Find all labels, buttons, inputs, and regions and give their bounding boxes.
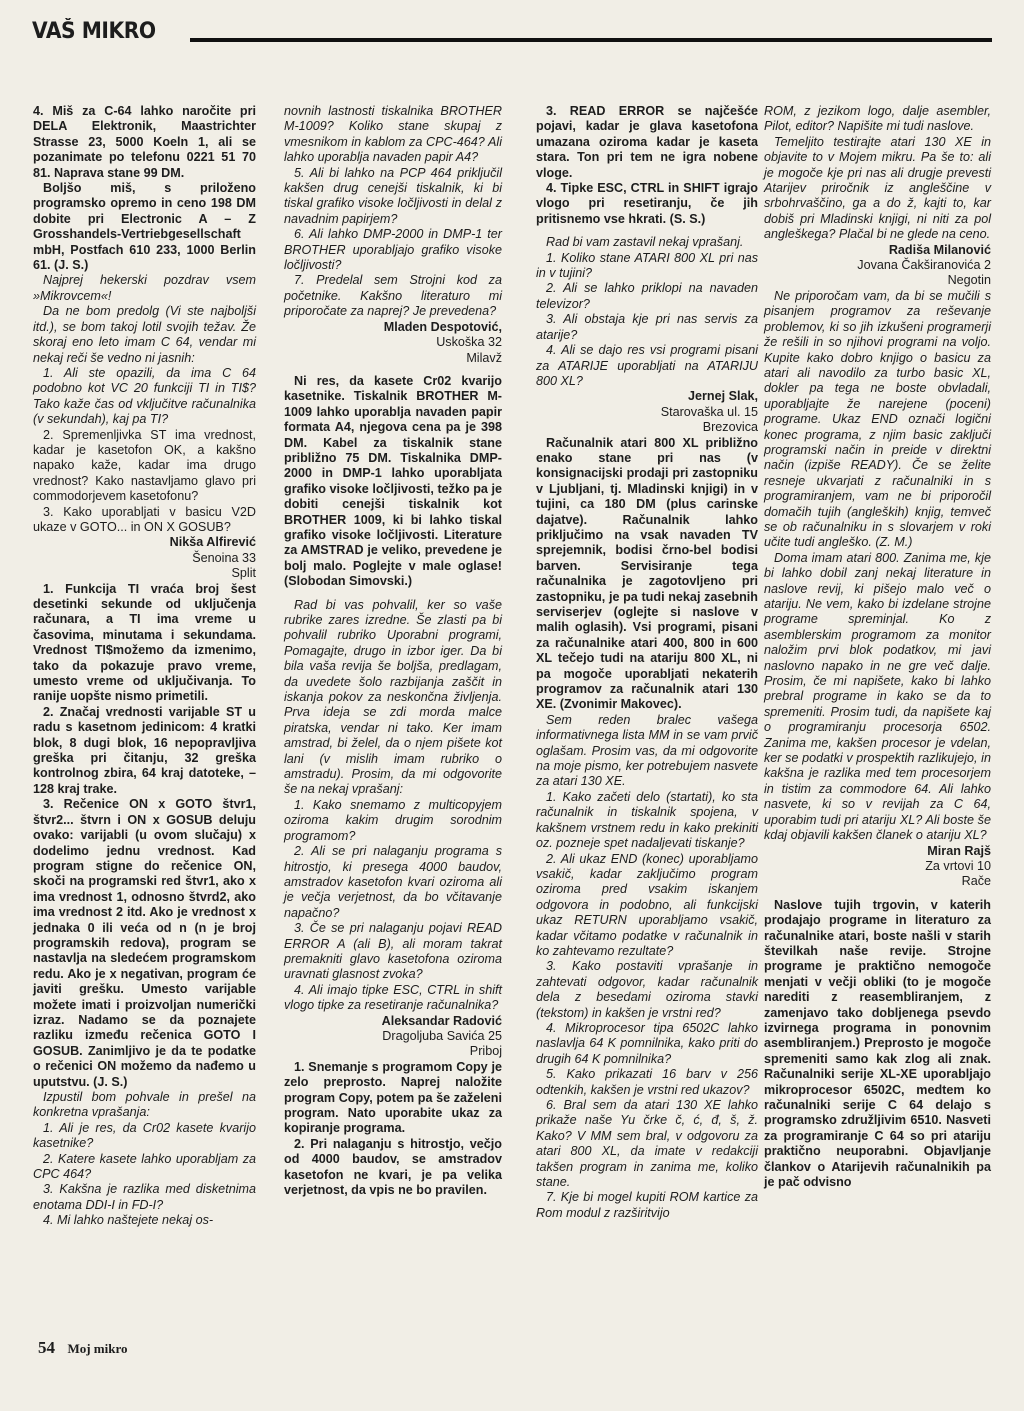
paragraph: 2. Ali ukaz END (konec) uporabljamo vsakič, kadar zaključimo program oziroma pred vsakim iskanjem odgovora in podobno, ali funkcijski ukaz RETURN uporabljamo vsakič, kadar včitamo podatke v računalnik in ko zahtevamo rezultate? [536, 851, 758, 958]
paragraph: 3. Kakšna je razlika med disketnima enotama DDI-I in FD-I? [33, 1182, 256, 1212]
paragraph: Rad bi vas pohvalil, ker so vaše rubrike zares izredne. Še zlasti pa bi pohvalil rubriko Uporabni programi, Pomagajte, drugo in izbor iger. Da bi bila vaša revija še boljša, predlagam, da uvedete šolo razbijanja zaščit in iskanja pokov za neskončna življenja. Prva ideja se zdi morda malce piratska, vendar ni tako. Ker imam amstrad, bi želel, da o njem pišete kot lani (v mislih imam rubriko o amstradu). Prosim, da mi odgovorite še na nekaj vprašanj: [284, 597, 502, 797]
signature-line: Jovana Čakširanovića 2 [857, 258, 991, 273]
paragraph-gap [284, 366, 502, 374]
paragraph: 2. Značaj vrednosti varijable ST u radu s kasetnom jedinicom: 4 kratki blok, 8 dugi blok, 16 nepopravljiva greška pri čitanju, 32 greška kontrolnog zbira, 64 kraj datoteke, – 128 kraj trake. [33, 704, 256, 796]
paragraph: 1. Snemanje s programom Copy je zelo preprosto. Naprej naložite program Copy, potem pa še zaželeni program. Nato uporabite ukaz za kopiranje programa. [284, 1059, 502, 1136]
paragraph: 3. READ ERROR se najčešće pojavi, kadar je glava kasetofona umazana oziroma kadar je kaseta stara. Ton pri tem ne igra nobene vloge. [536, 104, 758, 180]
signature-line: Rače [961, 874, 991, 889]
paragraph: 4. Miš za C-64 lahko naročite pri DELA Elektronik, Maastrichter Strasse 23, 5000 Koeln 1, ali se pozanimate po telefonu 0221 51 70 81. Naprava stane 99 DM. [33, 104, 256, 180]
paragraph: Sem reden bralec vašega informativnega lista MM in se vam prvič oglašam. Prosim vas, da mi odgovorite na moje pismo, ker potrebujem nasvete za atari 130 XE. [536, 712, 758, 789]
paragraph: 2. Katere kasete lahko uporabljam za CPC 464? [33, 1151, 256, 1182]
paragraph: 1. Ali je res, da Cr02 kasete kvarijo kasetnike? [33, 1120, 256, 1151]
paragraph: Doma imam atari 800. Zanima me, kje bi lahko dobil zanj nekaj literature in naslove revij, ki pišejo malo več o atariju. Ne vem, kako bi izdelane strojne programe spreminjal. Ko z asemblerskim programom za monitor naložim prvi blok podatkov, mi javi naslovno napako in ne gre več dalje. Prosim, če mi napišete, kako bi lahko prebral programe in kako se da to spremeniti. Prosim tudi, da napišete kaj o programiranju procesorja 6502. Zanima me, kakšen procesor je vdelan, ker se podatki v prospektih razlikujejo, in kakšna je razlika med tem procesorjem in tistim za commodore 64. Ali lahko nasvete, ki so v revijah za C 64, uporabim tudi pri atariju XL? Ali boste še kdaj objavili kakšen članek o atariju XL? [764, 550, 991, 843]
section-title: VAŠ MIKRO [32, 19, 156, 44]
paragraph: 1. Koliko stane ATARI 800 XL pri nas in v tujini? [536, 250, 758, 281]
paragraph: Naslove tujih trgovin, v katerih prodajajo programe in literaturo za računalnike atari, boste našli v starih številkah naše revije. Strojne programe je praktično nemogoče menjati v večji obliki (to je mogoče narediti z reasembliranjem, z zamenjavo tako dobljenega psevdo izvirnega programa in ponovnim asembliranjem.) Preprosto je mogoče spremeniti samo kak zlog ali znak. Računalniki serije XL-XE uporabljajo mikroprocesor 6502C, medtem ko računalniki serije C 64 delajo s programsko združljivim 6510. Nasveti za programiranje C 64 so pri atariju praktično neuporabni. Objavljanje člankov o Atarijevih računalnikih pa je pač odvisno [764, 897, 991, 1190]
signature-line: Aleksandar Radović [381, 1013, 502, 1028]
paragraph: ROM, z jezikom logo, dalje asembler, Pilot, editor? Napišite mi tudi naslove. [764, 104, 991, 134]
signature-line: Mladen Despotović, [383, 319, 502, 334]
paragraph: 5. Kako prikazati 16 barv v 256 odtenkih, kakšen je vrstni red ukazov? [536, 1067, 758, 1097]
signature-line: Split [231, 566, 256, 581]
paragraph: Izpustil bom pohvale in prešel na konkretna vprašanja: [33, 1090, 256, 1120]
paragraph: Računalnik atari 800 XL približno enako stane pri nas (v konsignacijski prodaji pri zastopniku v Ljubljani, tj. Mladinski knjigi) in v tujini, ca 180 DM (plus carinske dajatve). Računalnik lahko priključimo na vsak navaden TV sprejemnik, bodisi črno-bel bodisi barven. Servisiranje tega računalnika je zagotovljeno pri zastopniku, je pa tudi nekaj zasebnih serviserjev (oglejte si naslove v malih oglasih). Vsi programi, pisani za računalnike atari 400, 800 in 600 XL tečejo tudi na atariju 800 XL, ni pa mogoče uporabljati nekaterih programov za računalnik atari 130 XE. (Zvonimir Makovec). [536, 435, 758, 712]
signature-line: Jernej Slak, [687, 389, 758, 404]
paragraph: 7. Predelal sem Strojni kod za početnike. Kakšno literaturo mi priporočate za naprej? Je prevedena? [284, 273, 502, 319]
paragraph: 3. Če se pri nalaganju pojavi READ ERROR A (ali B), ali moram takrat premakniti glavo kasetofona oziroma uravnati glasnost zvoka? [284, 921, 502, 982]
paragraph: Najprej hekerski pozdrav vsem »Mikrovcem«! [33, 273, 256, 303]
column-3 [536, 104, 758, 1221]
paragraph-gap [764, 890, 991, 898]
paragraph: 1. Funkcija TI vraća broj šest desetinki sekunde od uključenja računara, a TI ima vreme u časovima, minutama i sekundama. Vrednost TI$možemo da izmenimo, tako da pokazuje pravo vreme, umesto vreme od uključivanja. To ranije uopšte nismo primetili. [33, 581, 256, 704]
page-number: 54 [38, 1338, 55, 1357]
paragraph: 3. Kako uporabljati v basicu V2D ukaze v GOTO... in ON X GOSUB? [33, 504, 256, 534]
signature-line: Dragoljuba Savića 25 [382, 1028, 502, 1043]
magazine-name: Moj mikro [67, 1341, 128, 1356]
paragraph: Ni res, da kasete Cr02 kvarijo kasetnike. Tiskalnik BROTHER M-1009 lahko uporablja navaden papir formata A4, njegova cena pa je 398 DM. Kabel za tiskalnik stane približno 75 DM. Tiskalnika DMP-2000 in DMP-1 lahko uporabljata grafiko visoke ločljivosti, težko pa je dobiti cenejši tiskalnik kot BROTHER 1009, ki bi lahko tiskal grafiko visoke ločljivosti. Literature za AMSTRAD je veliko, prevedene je bolj malo. Poglejte v male oglase! (Slobodan Simovski.) [284, 373, 502, 589]
signature-line: Starovaška ul. 15 [660, 404, 758, 419]
paragraph: 3. Kako postaviti vprašanje in zahtevati odgovor, kadar računalnik dela z besedami oziroma stavki (tekstom) in kakšen je vrstni red? [536, 959, 758, 1020]
page-footer [38, 1338, 128, 1362]
paragraph: 1. Kako snemamo z multicopyjem oziroma kakim drugim sorodnim programom? [284, 797, 502, 843]
paragraph: Da ne bom predolg (Vi ste najboljši itd.), se bom takoj lotil svojih težav. Že skoraj eno leto imam C 64, vendar mi nekaj reči še vedno ni jasnih: [33, 304, 256, 365]
paragraph: 2. Spremenljivka ST ima vrednost, kadar je kasetofon OK, a kakšno napako kaže, kadar ima drugo vrednost? Kako nastavljamo glavo pri commodorjevem kasetofonu? [33, 427, 256, 504]
paragraph: 4. Ali imajo tipke ESC, CTRL in shift vlogo tipke za resetiranje računalnika? [284, 982, 502, 1013]
signature-line: Šenoina 33 [192, 550, 256, 565]
paragraph: 2. Ali se lahko priklopi na navaden televizor? [536, 281, 758, 311]
signature-line: Za vrtovi 10 [925, 858, 991, 873]
signature-line: Miran Rajš [927, 843, 991, 858]
paragraph: Boljšo miš, s priloženo programsko opremo in ceno 198 DM dobite pri Electronic A – Z Grosshandels-Vertriebgesellschaft mbH, Postfach 610 233, 1000 Berlin 61. (J. S.) [33, 181, 256, 273]
paragraph: 2. Pri nalaganju s hitrostjo, večjo od 4000 baudov, se amstradov kasetofon ne kvari, je pa velika verjetnost, da vpis ne bo pravilen. [284, 1136, 502, 1198]
paragraph: 6. Ali lahko DMP-2000 in DMP-1 ter BROTHER uporabljajo grafiko visoke ločljivosti? [284, 227, 502, 273]
paragraph: Rad bi vam zastavil nekaj vprašanj. [546, 235, 744, 250]
paragraph: 3. Ali obstaja kje pri nas servis za atarije? [536, 312, 758, 342]
paragraph: 4. Mi lahko naštejete nekaj os- [43, 1213, 214, 1228]
signature-line: Milavž [466, 350, 502, 365]
column-4 [764, 104, 991, 1190]
paragraph-gap [536, 227, 758, 235]
signature-line: Uskoška 32 [436, 335, 502, 350]
column-1 [33, 104, 256, 1229]
paragraph: 1. Ali ste opazili, da ima C 64 podobno kot VC 20 funkciji TI in TI$? Tako kaže čas od vključitve računalnika (v sekundah), kaj pa TI? [33, 365, 256, 427]
paragraph: Ne priporočam vam, da bi se mučili s pisanjem programov za reševanje problemov, ki so jih izkušeni programerji že rešili in so njihovi programi na voljo. Kupite kako dobro knjigo o basicu za atari ali navodilo za turbo basic XL, dokler pa tega ne boste obvladali, uporabljajte že narejene (poceni) programe. Ukaz END označi logični konec programa, z njim basic zaključi programski način in preide v direktni način (izpiše READY). Če se želite resneje ukvarjati z računalniki in s programiranjem, vam ne bi priporočil domačih tujih (angleških) knjig, temveč se ob računalniku in s slovarjem v roki učite tudi angleško. (Z. M.) [764, 288, 991, 550]
header-rule [190, 38, 992, 42]
paragraph: 4. Tipke ESC, CTRL in SHIFT igrajo vlogo pri resetiranju, če jih pritisnemo vse hkrati. (S. S.) [536, 181, 758, 226]
paragraph: 1. Kako začeti delo (startati), ko sta računalnik in tiskalnik spojena, v kakšnem vrstnem redu in kako prekiniti oz. pozneje spet nadaljevati tiskanje? [536, 789, 758, 851]
page-header [22, 18, 992, 46]
column-2 [284, 104, 502, 1198]
paragraph: 3. Rečenice ON x GOTO štvr1, štvr2... štvrn i ON x GOSUB deluju ovako: varijabli (u ovom slučaju) x dodelimo jednu vrednost. Kad program stigne do rečenice ON, skoči na programski red štvr1, ako x ima vrednost 1, odnosno štvrd2, ako ima vrednost 2 itd. Ako je vrednost x jednaka 0 ili veća od n (n je broj programskih redova), program se nastavlja na sledećem programskom redu. Ako je x negativan, program će javiti grešku. Umesto varijable možete imati i proizvoljan numerički izraz. Nadamo se da poznajete razliku između rečenica GOTO I GOSUB. Zanimljivo je da te podatke o rečenici ON možemo da nađemo u uputstvu. (J. S.) [33, 797, 256, 1089]
paragraph: novnih lastnosti tiskalnika BROTHER M-1009? Koliko stane skupaj z vmesnikom in kablom za CPC-464? Ali lahko uporablja navaden papir A4? [284, 104, 502, 165]
paragraph: 6. Bral sem da atari 130 XE lahko prikaže naše Yu črke č, ć, đ, š, ž. Kako? V MM sem bral, v odgovoru za atari 800 XL, da imate v redakciji takšen program in zanima me, koliko stane. [536, 1098, 758, 1190]
signature-line: Negotin [947, 273, 991, 288]
signature-line: Priboj [469, 1044, 502, 1059]
paragraph: 4. Ali se dajo res vsi programi pisani za ATARIJE uporabljati na ATARIJU 800 XL? [536, 343, 758, 388]
signature-line: Nikša Alfirević [169, 535, 256, 550]
paragraph: 4. Mikroprocesor tipa 6502C lahko naslavlja 64 K pomnilnika, kako priti do drugih 64 K pomnilnika? [536, 1020, 758, 1066]
signature-line: Brezovica [702, 420, 758, 435]
paragraph: 5. Ali bi lahko na PCP 464 priključil kakšen drug cenejši tiskalnik, ki bi tiskal grafiko visoke ločljivosti in delal z navadnim papirjem? [284, 165, 502, 226]
paragraph-gap [284, 590, 502, 598]
signature-line: Radiša Milanović [888, 242, 991, 257]
paragraph: Temeljito testirajte atari 130 XE in objavite to v Mojem mikru. Pa še to: ali je mogoče kje pri nas ali drugje prevesti Atarijev priročnik iz angleščine v srbohrvaščino, ga a do ž, kajti to, kar dobiš pri Mladinski knjigi, ni niti za pol angleškega? Plačal bi ne glede na ceno. [764, 134, 991, 242]
paragraph: 2. Ali se pri nalaganju programa s hitrostjo, ki presega 4000 baudov, amstradov kasetofon kvari oziroma ali je večja verjetnost, da bo včitavanje napačno? [284, 844, 502, 920]
paragraph: 7. Kje bi mogel kupiti ROM kartice za Rom modul z razširitvijo [536, 1190, 758, 1220]
